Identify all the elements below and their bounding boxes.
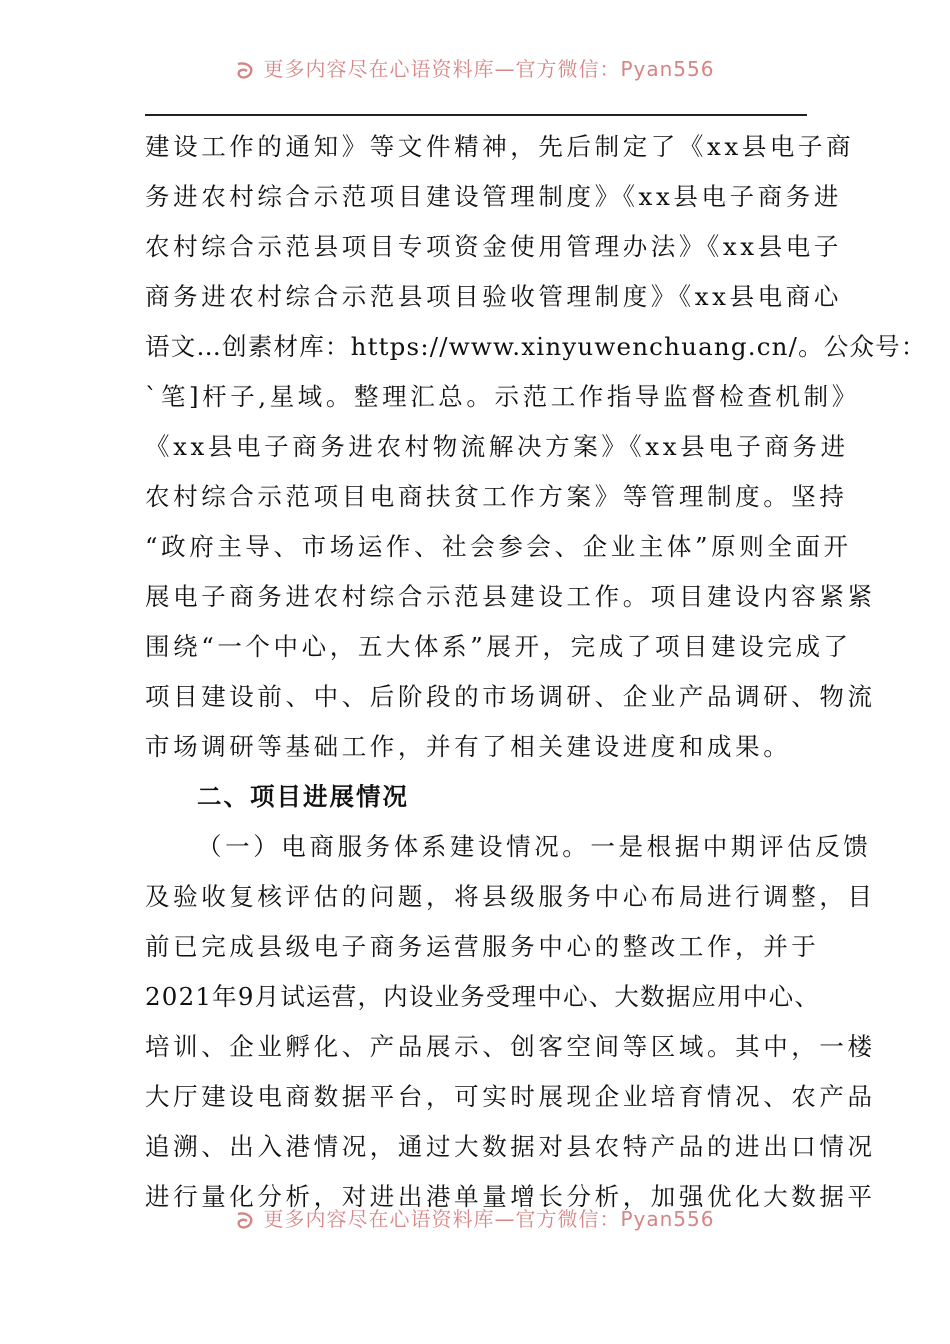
paragraph-line: 农村综合示范项目电商扶贫工作方案》等管理制度。坚持 [145,482,848,511]
header-divider [145,114,807,116]
watermark-text: 更多内容尽在心语资料库—官方微信：Pyan556 [263,1207,715,1231]
logo-icon [235,60,257,82]
paragraph-line: “政府主导、市场运作、社会参会、企业主体”原则全面开 [145,532,852,561]
paragraph-line: 进行量化分析，对进出港单量增长分析，加强优化大数据平 [145,1182,876,1211]
paragraph-line: 培训、企业孵化、产品展示、创客空间等区域。其中，一楼 [145,1032,876,1061]
paragraph-line: 项目建设前、中、后阶段的市场调研、企业产品调研、物流 [145,682,876,711]
paragraph-line: 务进农村综合示范项目建设管理制度》《xx县电子商务进 [145,182,842,211]
paragraph-line: 及验收复核评估的问题，将县级服务中心布局进行调整，目 [145,882,876,911]
section-heading: 二、项目进展情况 [197,782,409,811]
paragraph-line: 《xx县电子商务进农村物流解决方案》《xx县电子商务进 [145,432,849,461]
paragraph-line: 追溯、出入港情况，通过大数据对县农特产品的进出口情况 [145,1132,876,1161]
paragraph-line: 市场调研等基础工作，并有了相关建设进度和成果。 [145,732,792,761]
paragraph-line: 展电子商务进农村综合示范县建设工作。项目建设内容紧紧 [145,582,876,611]
document-body [145,122,927,1222]
watermark-footer [0,1206,950,1232]
logo-icon [235,1210,257,1232]
paragraph-line: 前已完成县级电子商务运营服务中心的整改工作，并于 [145,932,820,961]
paragraph-line: 大厅建设电商数据平台，可实时展现企业培育情况、农产品 [145,1082,876,1111]
paragraph-line: 围绕“一个中心，五大体系”展开，完成了项目建设完成了 [145,632,852,661]
watermark-text: 更多内容尽在心语资料库—官方微信：Pyan556 [263,57,715,81]
paragraph-line: 商务进农村综合示范县项目验收管理制度》《xx县电商心 [145,282,842,311]
paragraph-line: 语文…创素材库：https://www.xinyuwenchuang.cn/。公众号： [145,332,927,361]
paragraph-line: 建设工作的通知》等文件精神，先后制定了《xx县电子商 [145,132,855,161]
watermark-header [0,56,950,82]
paragraph-line: `笔]杆子,星域。整理汇总。示范工作指导监督检查机制》 [145,382,860,411]
paragraph-line: 2021年9月试运营，内设业务受理中心、大数据应用中心、 [145,982,821,1011]
paragraph-line: （一）电商服务体系建设情况。一是根据中期评估反馈 [197,832,872,861]
paragraph-line: 农村综合示范县项目专项资金使用管理办法》《xx县电子 [145,232,842,261]
